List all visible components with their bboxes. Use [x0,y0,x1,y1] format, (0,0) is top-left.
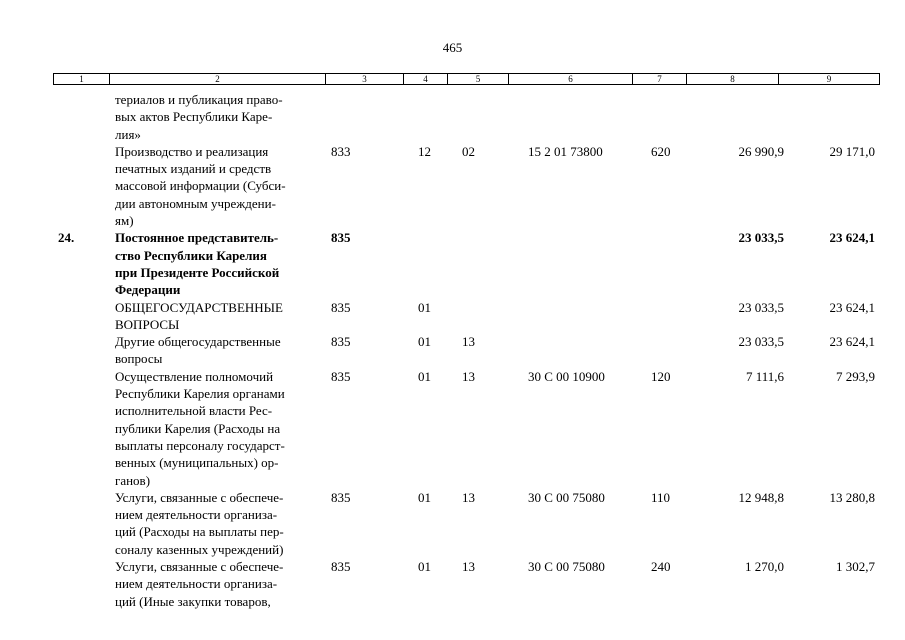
admin-code: 835 [331,334,351,350]
subsection-code: 13 [462,489,475,505]
table-row [0,489,905,558]
table-row [0,368,905,489]
table-row [0,558,905,610]
target-article-code: 30 С 00 10900 [528,368,605,384]
target-article-code: 30 С 00 75080 [528,489,605,505]
expense-type-code: 620 [651,143,671,159]
column-header-3: 3 [326,74,404,85]
row-name: Другие общегосударственные вопросы [115,334,281,367]
table-row [0,143,905,229]
amount-year-1: 7 111,6 [745,368,784,384]
column-header-7: 7 [633,74,687,85]
amount-year-1: 12 948,8 [738,489,784,505]
section-code: 01 [418,368,431,384]
section-code: 12 [418,143,431,159]
admin-code: 833 [331,143,351,159]
column-header-8: 8 [687,74,779,85]
section-code: 01 [418,299,431,315]
table-row [0,229,905,298]
row-name: Услуги, связанные с обеспече- нием деятельности организа- ций (Расходы на выплаты пер- соналу казенных учреждений) [115,489,284,557]
expense-type-code: 110 [651,489,671,505]
section-code: 01 [418,489,431,505]
table-row [0,333,905,368]
admin-code: 835 [331,368,351,384]
amount-year-1: 1 270,0 [745,559,784,575]
subsection-code: 13 [462,559,475,575]
amount-year-2: 7 293,9 [836,368,875,384]
column-header-4: 4 [404,74,448,85]
table-row [0,91,905,143]
section-code: 01 [418,334,431,350]
row-name: Производство и реализация печатных изданий и средств массовой информации (Субси- дии автономным учреждени- ям) [115,143,286,229]
column-header-2: 2 [110,74,326,85]
expense-type-code: 120 [651,368,671,384]
target-article-code: 30 С 00 75080 [528,559,605,575]
amount-year-2: 13 280,8 [829,489,875,505]
column-header-9: 9 [779,74,880,85]
amount-year-1: 23 033,5 [738,334,784,350]
subsection-code: 13 [462,368,475,384]
row-name: Осуществление полномочий Республики Карелия органами исполнительной власти Рес- публики Карелия (Расходы на выплаты персоналу государст- венных (муниципальных) ор- ганов) [115,368,285,488]
amount-year-2: 23 624,1 [829,230,875,246]
row-name: Постоянное представитель- ство Республики Карелия при Президенте Российской Федерации [115,230,280,298]
budget-table-body [0,91,905,610]
column-header-6: 6 [509,74,633,85]
column-header-row [54,74,880,85]
amount-year-2: 1 302,7 [836,559,875,575]
admin-code: 835 [331,299,351,315]
section-code: 01 [418,559,431,575]
amount-year-1: 23 033,5 [738,230,784,246]
page-number: 465 [442,40,463,55]
subsection-code: 13 [462,334,475,350]
amount-year-1: 23 033,5 [738,299,784,315]
table-row [0,299,905,334]
column-header-1: 1 [54,74,110,85]
row-name: териалов и публикация право- вых актов Республики Каре- лия» [115,92,283,142]
amount-year-2: 23 624,1 [829,334,875,350]
row-name: Услуги, связанные с обеспече- нием деятельности организа- ций (Иные закупки товаров, [115,559,284,609]
admin-code: 835 [331,230,351,246]
admin-code: 835 [331,489,351,505]
target-article-code: 15 2 01 73800 [528,143,603,159]
row-name: ОБЩЕГОСУДАРСТВЕННЫЕ ВОПРОСЫ [115,299,283,332]
column-header-table [53,73,880,85]
amount-year-1: 26 990,9 [738,143,784,159]
column-header-5: 5 [448,74,509,85]
subsection-code: 02 [462,143,475,159]
admin-code: 835 [331,559,351,575]
row-number: 24. [58,230,75,246]
amount-year-2: 23 624,1 [829,299,875,315]
expense-type-code: 240 [651,559,671,575]
amount-year-2: 29 171,0 [829,143,875,159]
